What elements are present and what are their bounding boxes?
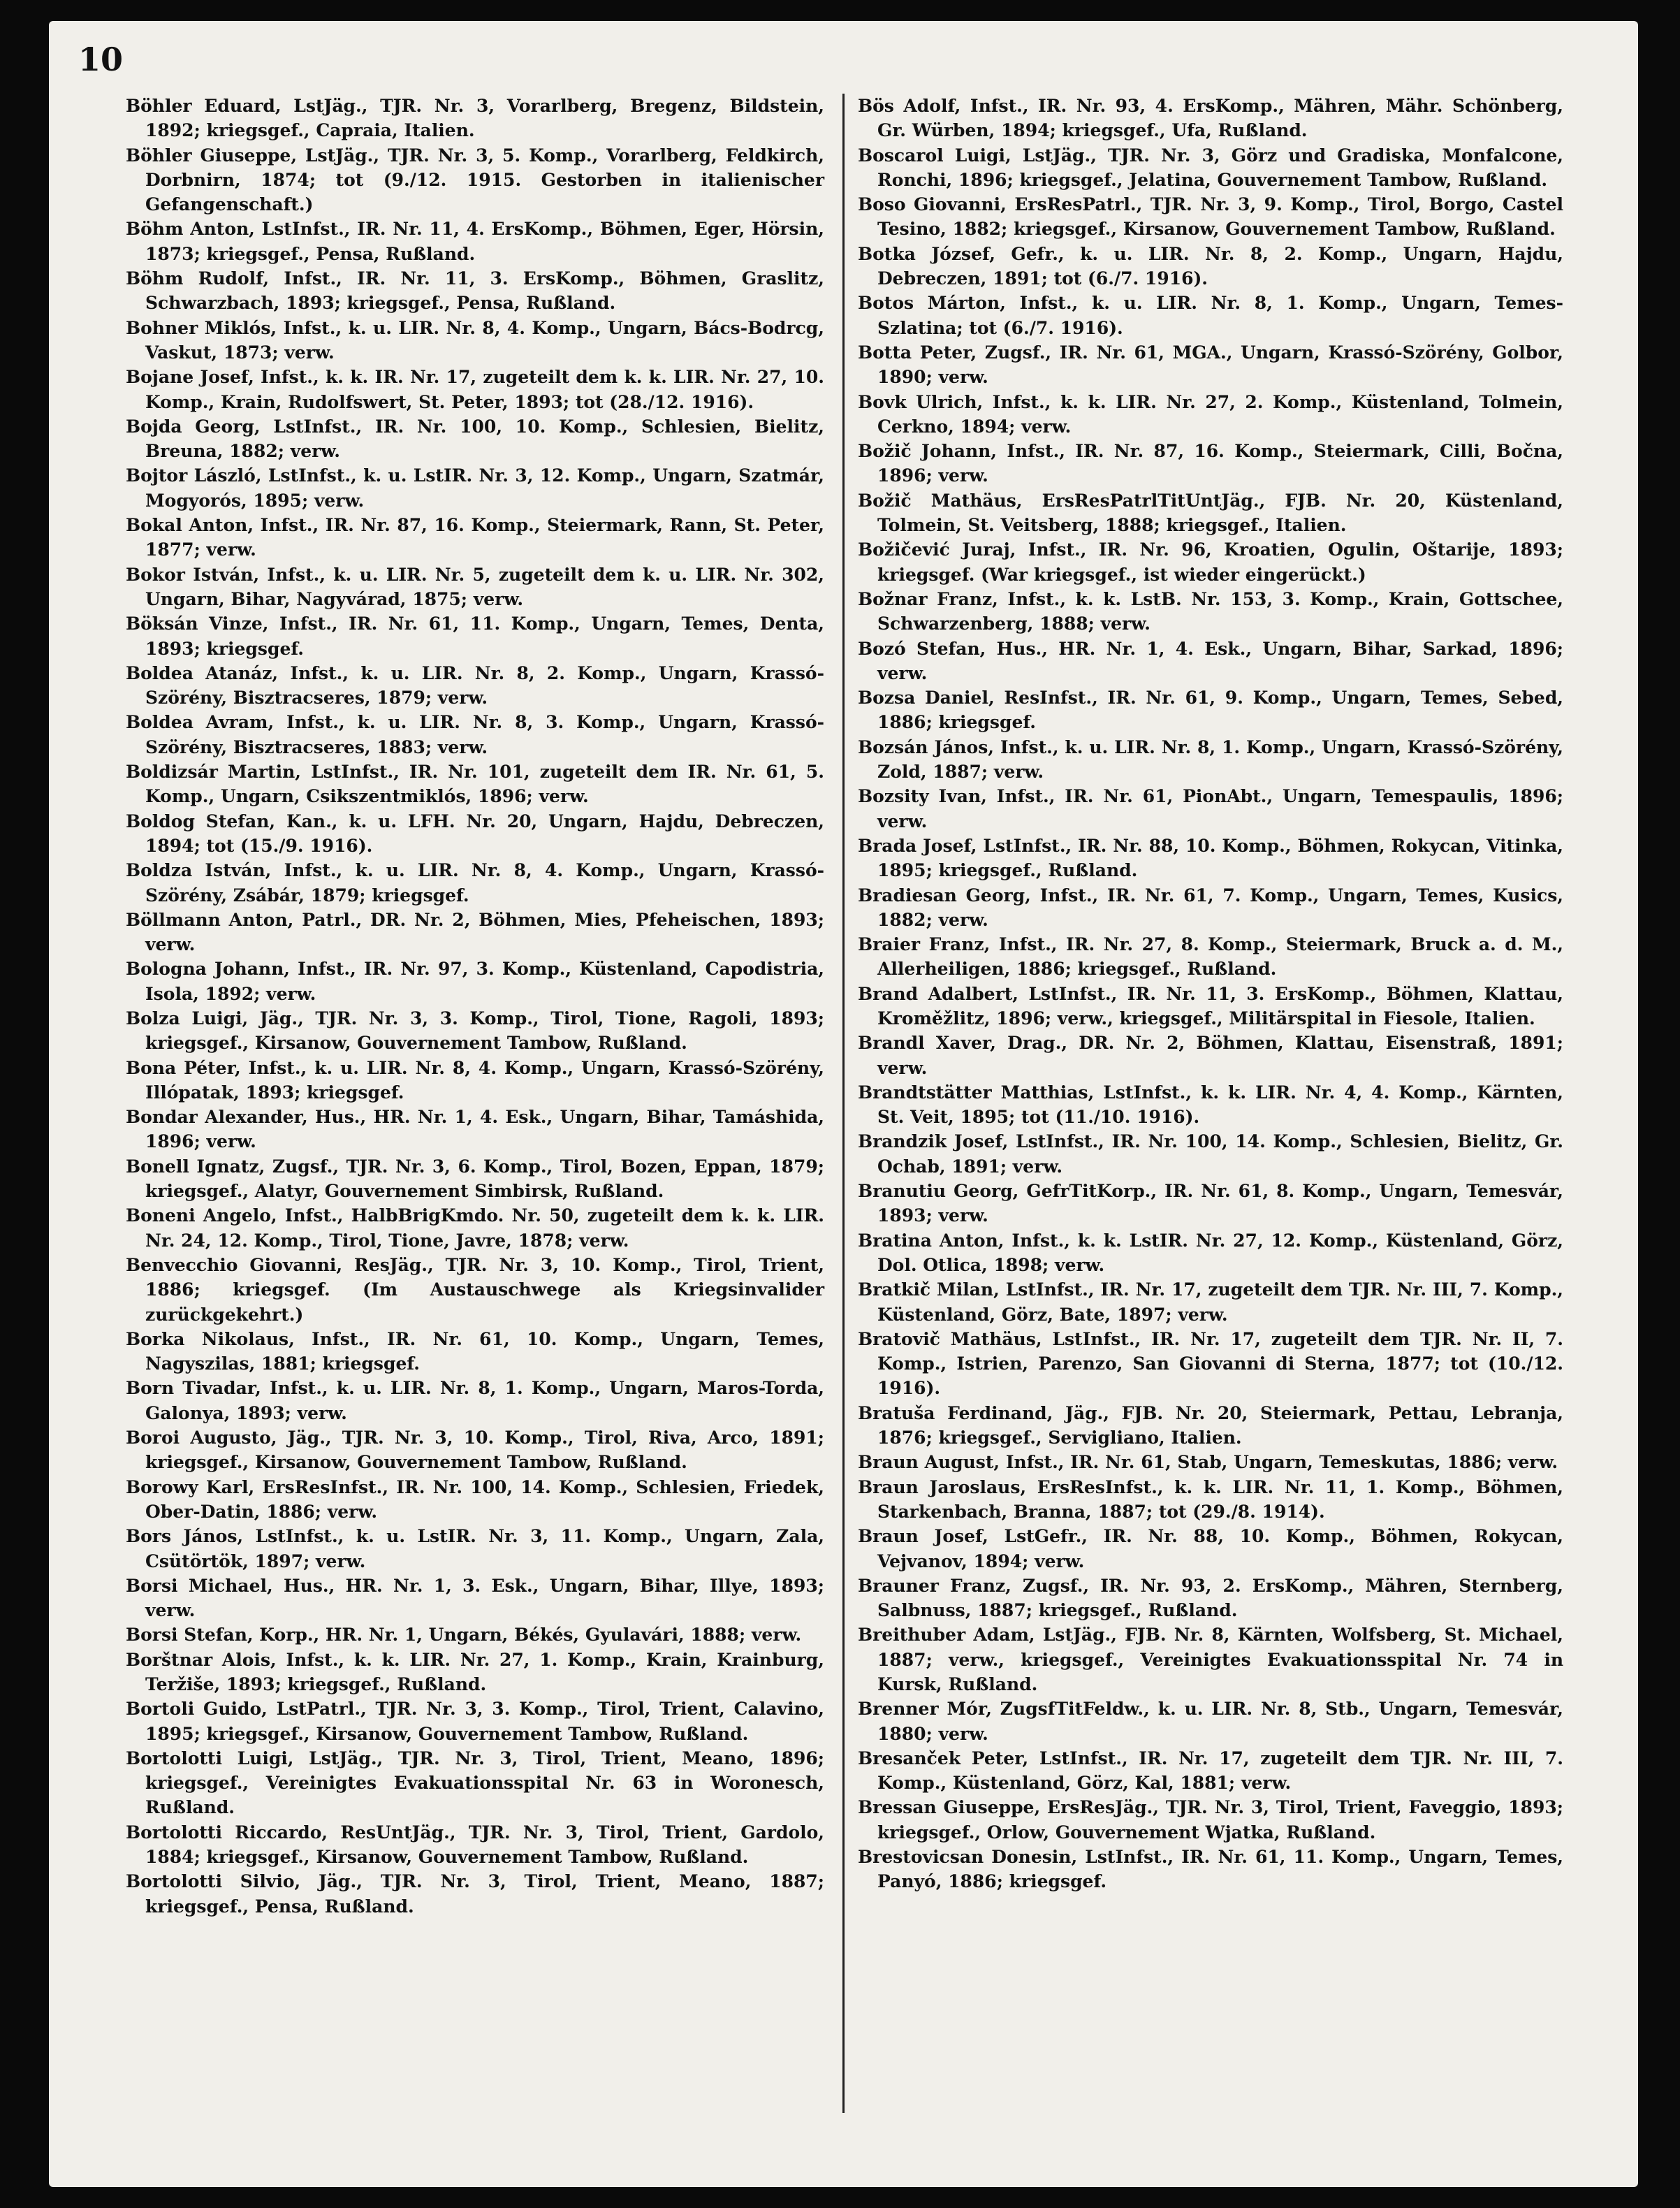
register-entry (126, 1746, 824, 1820)
entry-surname: Bratina (858, 1230, 932, 1251)
register-entry (126, 1648, 824, 1697)
entry-surname: Böhler (126, 96, 192, 116)
entry-surname: Boscarol (858, 145, 944, 166)
entry-surname: Bortolotti (126, 1822, 222, 1843)
entry-surname: Bondar (126, 1107, 198, 1128)
entry-details: Miklós, Infst., k. u. LIR. Nr. 8, 4. Komp., Ungarn, Bács-Bodrcg, Vaskut, 1873; verw. (145, 317, 824, 363)
entry-surname: Böhm (126, 219, 184, 240)
entry-surname: Braier (858, 934, 921, 955)
entry-surname: Böksán (126, 613, 198, 634)
entry-surname: Borowy (126, 1476, 198, 1497)
register-entry (126, 365, 824, 414)
entry-details: Ivan, Infst., IR. Nr. 61, PionAbt., Ungarn, Temespaulis, 1896; verw. (877, 786, 1563, 831)
register-entry (126, 858, 824, 908)
entry-details: Karl, ErsResInfst., IR. Nr. 100, 14. Komp., Schlesien, Friedek, Ober-Datin, 1886; verw. (145, 1476, 824, 1522)
register-entry (126, 94, 824, 143)
register-entry (858, 1795, 1563, 1845)
register-entry (126, 1697, 824, 1746)
entry-details: Franz, Zugsf., IR. Nr. 93, 2. ErsKomp., Mähren, Sternberg, Salbnuss, 1887; kriegsgef., Rußland. (877, 1575, 1563, 1621)
register-entry (858, 143, 1563, 193)
entry-details: Milan, LstInfst., IR. Nr. 17, zugeteilt dem TJR. Nr. III, 7. Komp., Küstenland, Görz, Bate, 1897; verw. (877, 1279, 1563, 1325)
left-column (126, 94, 824, 1919)
register-entry (858, 1031, 1563, 1080)
entry-surname: Bojda (126, 416, 182, 437)
right-column (858, 94, 1563, 1894)
register-entry (126, 1105, 824, 1154)
entry-surname: Böhler (126, 145, 192, 166)
entry-details: Stefan, Hus., HR. Nr. 1, 4. Esk., Ungarn, Bihar, Sarkad, 1896; verw. (877, 638, 1563, 683)
entry-details: Péter, Infst., k. u. LIR. Nr. 8, 4. Komp., Ungarn, Krassó-Szörény, Illópatak, 1893; kriegsgef. (145, 1057, 824, 1103)
entry-details: Giuseppe, ErsResJäg., TJR. Nr. 3, Tirol, Trient, Faveggio, 1893; kriegsgef., Orlow, Gouvernement Wjatka, Rußland. (877, 1797, 1563, 1843)
register-entry (858, 1327, 1563, 1401)
entry-surname: Bortoli (126, 1699, 195, 1720)
register-entry (126, 1154, 824, 1204)
register-entry (126, 809, 824, 859)
entry-details: Riccardo, ResUntJäg., TJR. Nr. 3, Tirol, Trient, Gardolo, 1884; kriegsgef., Kirsanow, Gouvernement Tambow, Rußland. (145, 1822, 824, 1868)
entry-details: Peter, LstInfst., IR. Nr. 17, zugeteilt dem TJR. Nr. III, 7. Komp., Küstenland, Görz, Kal, 1881; verw. (877, 1748, 1563, 1794)
entry-details: Peter, Zugsf., IR. Nr. 61, MGA., Ungarn, Krassó-Szörény, Golbor, 1890; verw. (877, 342, 1563, 388)
register-entry (858, 982, 1563, 1031)
entry-details: Juraj, Infst., IR. Nr. 96, Kroatien, Ogulin, Oštarije, 1893; kriegsgef. (War kriegsgef., ist wieder eingerückt.) (877, 539, 1563, 585)
register-entry (858, 1524, 1563, 1574)
entry-surname: Born (126, 1378, 175, 1399)
register-entry (126, 513, 824, 562)
register-entry (858, 1845, 1563, 1894)
entry-details: Atanáz, Infst., k. u. LIR. Nr. 8, 2. Komp., Ungarn, Krassó-Szörény, Bisztracseres, 1879; verw. (145, 662, 824, 709)
register-entry (858, 1080, 1563, 1130)
register-entry (126, 1524, 824, 1574)
register-entry (858, 537, 1563, 587)
entry-surname: Bortolotti (126, 1871, 222, 1892)
entry-surname: Bolza (126, 1008, 180, 1029)
register-entry (858, 1622, 1563, 1697)
register-entry (858, 1228, 1563, 1278)
entry-surname: Boldizsár (126, 762, 218, 783)
entry-details: August, Infst., IR. Nr. 61, Stab, Ungarn, Temeskutas, 1886; verw. (918, 1452, 1558, 1473)
register-entry (858, 637, 1563, 686)
register-entry (126, 957, 824, 1006)
entry-surname: Braun (858, 1476, 919, 1497)
entry-surname: Bortolotti (126, 1748, 222, 1768)
entry-details: Anton, LstInfst., IR. Nr. 11, 4. ErsKomp., Böhmen, Eger, Hörsin, 1873; kriegsgef., Pensa, Rußland. (145, 219, 824, 264)
register-entry (126, 661, 824, 711)
register-entry (126, 1376, 824, 1425)
entry-surname: Bokal (126, 515, 182, 536)
register-entry (858, 1129, 1563, 1179)
entry-surname: Brestovicsan (858, 1847, 984, 1868)
entry-details: Luigi, Jäg., TJR. Nr. 3, 3. Komp., Tirol, Tione, Ragoli, 1893; kriegsgef., Kirsanow, Gouvernement Tambow, Rußland. (145, 1008, 824, 1054)
register-entry (126, 611, 824, 661)
entry-details: Josef, Infst., k. k. IR. Nr. 17, zugeteilt dem k. k. LIR. Nr. 27, 10. Komp., Krain, Rudolfswert, St. Peter, 1893; tot (28./12. 1916). (145, 367, 824, 412)
entry-surname: Botta (858, 342, 912, 363)
entry-surname: Boso (858, 194, 906, 215)
register-entry (858, 242, 1563, 291)
entry-surname: Bokor (126, 564, 185, 585)
entry-details: Franz, Infst., k. k. LstB. Nr. 153, 3. Komp., Krain, Gottschee, Schwarzenberg, 1888; verw. (877, 588, 1563, 634)
register-entry (858, 1401, 1563, 1451)
register-entry (858, 390, 1563, 440)
register-entry (126, 1425, 824, 1475)
entry-surname: Brada (858, 835, 917, 856)
entry-surname: Bors (126, 1526, 172, 1547)
entry-surname: Božnar (858, 588, 928, 609)
register-entry (126, 316, 824, 365)
register-entry (858, 1746, 1563, 1796)
entry-details: István, Infst., k. u. LIR. Nr. 5, zugeteilt dem k. u. LIR. Nr. 302, Ungarn, Bihar, Nagyvárad, 1875; verw. (145, 564, 824, 609)
entry-surname: Božičević (858, 539, 950, 560)
entry-surname: Borsi (126, 1625, 178, 1646)
entry-surname: Borka (126, 1328, 185, 1349)
entry-surname: Boldea (126, 662, 193, 683)
register-entry (126, 1820, 824, 1870)
entry-surname: Božič (858, 490, 912, 511)
register-entry (858, 439, 1563, 488)
entry-details: Vinze, Infst., IR. Nr. 61, 11. Komp., Ungarn, Temes, Denta, 1893; kriegsgef. (145, 613, 824, 659)
entry-surname: Boldza (126, 860, 193, 881)
entry-details: Franz, Infst., IR. Nr. 27, 8. Komp., Steiermark, Bruck a. d. M., Allerheiligen, 1886; kriegsgef., Rußland. (877, 934, 1563, 980)
entry-details: Tivadar, Infst., k. u. LIR. Nr. 8, 1. Komp., Ungarn, Maros-Torda, Galonya, 1893; verw. (145, 1378, 824, 1423)
entry-surname: Božič (858, 441, 912, 462)
register-entry (858, 94, 1563, 143)
entry-details: Alois, Infst., k. k. LIR. Nr. 27, 1. Komp., Krain, Krainburg, Teržiše, 1893; kriegsgef., Rußland. (145, 1649, 824, 1694)
entry-surname: Bratovič (858, 1328, 940, 1349)
entry-details: Nikolaus, Infst., IR. Nr. 61, 10. Komp., Ungarn, Temes, Nagyszilas, 1881; kriegsgef. (145, 1328, 824, 1374)
register-entry (126, 143, 824, 217)
register-entry (858, 685, 1563, 735)
entry-details: Josef, LstInfst., IR. Nr. 100, 14. Komp., Schlesien, Bielitz, Gr. Ochab, 1891; verw. (877, 1131, 1563, 1177)
entry-surname: Botos (858, 293, 914, 314)
entry-details: Angelo, Infst., HalbBrigKmdo. Nr. 50, zugeteilt dem k. k. LIR. Nr. 24, 12. Komp., Tirol, Tione, Javre, 1878; verw. (145, 1205, 824, 1251)
entry-details: István, Infst., k. u. LIR. Nr. 8, 4. Komp., Ungarn, Krassó-Szörény, Zsábár, 1879; kriegsgef. (145, 860, 824, 906)
entry-details: Georg, GefrTitKorp., IR. Nr. 61, 8. Komp., Ungarn, Temesvár, 1893; verw. (877, 1181, 1563, 1226)
entry-details: Adolf, Infst., IR. Nr. 93, 4. ErsKomp., Mähren, Mähr. Schönberg, Gr. Würben, 1894; kriegsgef., Ufa, Rußland. (877, 96, 1563, 141)
entry-details: Mathäus, ErsResPatrlTitUntJäg., FJB. Nr. 20, Küstenland, Tolmein, St. Veitsberg, 1888; kriegsgef., Italien. (877, 490, 1563, 536)
entry-surname: Brenner (858, 1699, 939, 1720)
entry-surname: Breithuber (858, 1625, 966, 1646)
entry-details: Daniel, ResInfst., IR. Nr. 61, 9. Komp., Ungarn, Temes, Sebed, 1886; kriegsgef. (877, 688, 1563, 733)
entry-surname: Bona (126, 1057, 177, 1078)
entry-surname: Böhm (126, 268, 184, 289)
entry-surname: Bonell (126, 1156, 189, 1177)
register-entry (858, 834, 1563, 883)
entry-surname: Brandl (858, 1033, 925, 1054)
register-entry (126, 760, 824, 809)
entry-details: Georg, Infst., IR. Nr. 61, 7. Komp., Ungarn, Temes, Kusics, 1882; verw. (877, 885, 1563, 930)
entry-surname: Braun (858, 1452, 919, 1473)
entry-details: Avram, Infst., k. u. LIR. Nr. 8, 3. Komp., Ungarn, Krassó-Szörény, Bisztracseres, 1883; verw. (145, 712, 824, 757)
register-entry (858, 735, 1563, 785)
entry-surname: Borštnar (126, 1649, 213, 1670)
entry-details: Luigi, LstJäg., TJR. Nr. 3, Görz und Gradiska, Monfalcone, Ronchi, 1896; kriegsgef., Jelatina, Gouvernement Tambow, Rußland. (877, 145, 1563, 190)
entry-details: Giovanni, ErsResPatrl., TJR. Nr. 3, 9. Komp., Tirol, Borgo, Castel Tesino, 1882; kriegsgef., Kirsanow, Gouvernement Tambow, Rußland. (877, 194, 1563, 240)
entry-surname: Bratuša (858, 1402, 935, 1423)
entry-details: János, Infst., k. u. LIR. Nr. 8, 1. Komp., Ungarn, Krassó-Szörény, Zold, 1887; verw. (877, 736, 1563, 783)
entry-surname: Bojtor (126, 465, 188, 486)
register-entry (126, 217, 824, 266)
page-number: 10 (78, 41, 124, 78)
entry-details: Augusto, Jäg., TJR. Nr. 3, 10. Komp., Tirol, Riva, Arco, 1891; kriegsgef., Kirsanow, Gouvernement Tambow, Rußland. (145, 1428, 824, 1473)
entry-surname: Branutiu (858, 1181, 947, 1202)
entry-surname: Bradiesan (858, 885, 957, 906)
register-entry (126, 266, 824, 316)
entry-details: Guido, LstPatrl., TJR. Nr. 3, 3. Komp., Tirol, Trient, Calavino, 1895; kriegsgef., Kirsanow, Gouvernement Tambow, Rußland. (145, 1699, 824, 1744)
register-entry (126, 908, 824, 957)
entry-surname: Braun (858, 1526, 919, 1547)
entry-surname: Boldog (126, 811, 195, 831)
entry-details: Jaroslaus, ErsResInfst., k. k. LIR. Nr. 11, 1. Komp., Böhmen, Starkenbach, Branna, 1887; tot (29./8. 1914). (877, 1476, 1563, 1522)
entry-surname: Böllmann (126, 909, 221, 930)
entry-details: Stefan, Kan., k. u. LFH. Nr. 20, Ungarn, Hajdu, Debreczen, 1894; tot (15./9. 1916). (145, 811, 824, 856)
entry-details: Anton, Infst., IR. Nr. 87, 16. Komp., Steiermark, Rann, St. Peter, 1877; verw. (145, 515, 824, 560)
entry-details: Silvio, Jäg., TJR. Nr. 3, Tirol, Trient, Meano, 1887; kriegsgef., Pensa, Rußland. (145, 1871, 824, 1917)
entry-details: Josef, LstGefr., IR. Nr. 88, 10. Komp., Böhmen, Rokycan, Vejvanov, 1894; verw. (877, 1526, 1563, 1571)
entry-details: Ulrich, Infst., k. k. LIR. Nr. 27, 2. Komp., Küstenland, Tolmein, Cerkno, 1894; verw. (877, 391, 1563, 437)
entry-details: Matthias, LstInfst., k. k. LIR. Nr. 4, 4. Komp., Kärnten, St. Veit, 1895; tot (11./10. 1916). (877, 1082, 1563, 1128)
entry-details: Johann, Infst., IR. Nr. 87, 16. Komp., Steiermark, Cilli, Bočna, 1896; verw. (877, 441, 1563, 486)
entry-surname: Botka (858, 243, 916, 264)
register-entry (126, 1253, 824, 1327)
entry-surname: Bratkič (858, 1279, 931, 1300)
register-entry (858, 1697, 1563, 1746)
register-entry (126, 562, 824, 612)
entry-surname: Boneni (126, 1205, 196, 1226)
entry-details: Mathäus, LstInfst., IR. Nr. 17, zugeteilt dem TJR. Nr. II, 7. Komp., Istrien, Parenzo, San Giovanni di Sterna, 1877; tot (10./12. 1916). (877, 1328, 1563, 1399)
entry-surname: Bojane (126, 367, 194, 388)
entry-details: Xaver, Drag., DR. Nr. 2, Böhmen, Klattau, Eisenstraß, 1891; verw. (877, 1033, 1563, 1078)
entry-details: Donesin, LstInfst., IR. Nr. 61, 11. Komp., Ungarn, Temes, Panyó, 1886; kriegsgef. (877, 1847, 1563, 1892)
register-entry (858, 488, 1563, 538)
entry-details: Anton, Patrl., DR. Nr. 2, Böhmen, Mies, Pfeheischen, 1893; verw. (145, 909, 824, 955)
entry-surname: Bozsa (858, 688, 916, 709)
entry-surname: Bös (858, 96, 894, 116)
column-divider (842, 94, 845, 2113)
entry-details: Adam, LstJäg., FJB. Nr. 8, Kärnten, Wolfsberg, St. Michael, 1887; verw., kriegsgef., Vereinigtes Evakuationsspital Nr. 74 in Kursk, Rußland. (877, 1625, 1563, 1694)
entry-surname: Bologna (126, 959, 207, 980)
entry-details: Martin, LstInfst., IR. Nr. 101, zugeteilt dem IR. Nr. 61, 5. Komp., Ungarn, Csikszentmiklós, 1896; verw. (145, 762, 824, 807)
register-entry (126, 1869, 824, 1919)
entry-surname: Brandzik (858, 1131, 947, 1152)
register-entry (126, 414, 824, 464)
entry-surname: Bozsity (858, 786, 929, 807)
register-entry (126, 1056, 824, 1105)
register-entry (126, 1327, 824, 1377)
entry-details: Josef, LstInfst., IR. Nr. 88, 10. Komp., Böhmen, Rokycan, Vitinka, 1895; kriegsgef., Rußland. (877, 835, 1563, 881)
entry-surname: Bozsán (858, 736, 928, 757)
entry-details: Ferdinand, Jäg., FJB. Nr. 20, Steiermark, Pettau, Lebranja, 1876; kriegsgef., Servigliano, Italien. (877, 1402, 1563, 1448)
entry-surname: Brandtstätter (858, 1082, 992, 1103)
register-entry (126, 1475, 824, 1525)
register-entry (858, 1277, 1563, 1327)
register-entry (126, 1574, 824, 1623)
register-entry (858, 1475, 1563, 1525)
entry-surname: Brauner (858, 1575, 939, 1596)
register-entry (126, 710, 824, 760)
entry-surname: Boldea (126, 712, 193, 733)
entry-details: József, Gefr., k. u. LIR. Nr. 8, 2. Komp., Ungarn, Hajdu, Debreczen, 1891; tot (6./7. 1916). (877, 243, 1563, 289)
entry-details: Rudolf, Infst., IR. Nr. 11, 3. ErsKomp., Böhmen, Graslitz, Schwarzbach, 1893; kriegsgef., Pensa, Rußland. (145, 268, 824, 314)
register-entry (858, 340, 1563, 390)
entry-details: László, LstInfst., k. u. LstIR. Nr. 3, 12. Komp., Ungarn, Szatmár, Mogyorós, 1895; verw. (145, 465, 824, 511)
entry-details: Mór, ZugsfTitFeldw., k. u. LIR. Nr. 8, Stb., Ungarn, Temesvár, 1880; verw. (877, 1699, 1563, 1744)
entry-surname: Boroi (126, 1428, 180, 1448)
register-entry (858, 291, 1563, 340)
entry-details: Luigi, LstJäg., TJR. Nr. 3, Tirol, Trient, Meano, 1896; kriegsgef., Vereinigtes Evakuationsspital Nr. 63 in Woronesch, Rußland. (145, 1748, 824, 1818)
entry-details: Alexander, Hus., HR. Nr. 1, 4. Esk., Ungarn, Bihar, Tamáshida, 1896; verw. (145, 1107, 824, 1152)
entry-surname: Bohner (126, 317, 198, 338)
register-entry (126, 1006, 824, 1056)
register-entry (858, 1450, 1563, 1474)
entry-details: Eduard, LstJäg., TJR. Nr. 3, Vorarlberg, Bregenz, Bildstein, 1892; kriegsgef., Capraia, Italien. (145, 96, 824, 141)
register-entry (858, 1574, 1563, 1623)
register-entry (858, 192, 1563, 242)
entry-details: Michael, Hus., HR. Nr. 1, 3. Esk., Ungarn, Bihar, Illye, 1893; verw. (145, 1575, 824, 1621)
entry-surname: Borsi (126, 1575, 178, 1596)
entry-details: Georg, LstInfst., IR. Nr. 100, 10. Komp., Schlesien, Bielitz, Breuna, 1882; verw. (145, 416, 824, 462)
entry-details: Anton, Infst., k. k. LstIR. Nr. 27, 12. Komp., Küstenland, Görz, Dol. Otlica, 1898; verw. (877, 1230, 1563, 1275)
entry-surname: Brand (858, 983, 919, 1004)
register-entry (126, 463, 824, 513)
register-entry (858, 932, 1563, 982)
entry-details: Stefan, Korp., HR. Nr. 1, Ungarn, Békés, Gyulavári, 1888; verw. (177, 1625, 802, 1646)
entry-surname: Bovk (858, 391, 907, 412)
entry-details: Johann, Infst., IR. Nr. 97, 3. Komp., Küstenland, Capodistria, Isola, 1892; verw. (145, 959, 824, 1004)
entry-details: Márton, Infst., k. u. LIR. Nr. 8, 1. Komp., Ungarn, Temes-Szlatina; tot (6./7. 1916). (877, 293, 1563, 338)
entry-surname: Benvecchio (126, 1254, 238, 1275)
register-entry (126, 1622, 824, 1647)
entry-surname: Bressan (858, 1797, 937, 1818)
entry-details: Giovanni, ResJäg., TJR. Nr. 3, 10. Komp., Tirol, Trient, 1886; kriegsgef. (Im Austauschwege als Kriegsinvalider zurückgekehrt.) (145, 1254, 824, 1325)
entry-details: Adalbert, LstInfst., IR. Nr. 11, 3. ErsKomp., Böhmen, Klattau, Kroměžlitz, 1896; verw., kriegsgef., Militärspital in Fiesole, Italien. (877, 983, 1563, 1029)
register-entry (858, 784, 1563, 834)
entry-surname: Bozó (858, 638, 906, 659)
register-entry (858, 1179, 1563, 1228)
register-entry (858, 883, 1563, 933)
entry-details: Giuseppe, LstJäg., TJR. Nr. 3, 5. Komp., Vorarlberg, Feldkirch, Dorbnirn, 1874; tot (9./12. 1915. Gestorben in italienischer Gefangenschaft.) (145, 145, 824, 215)
entry-details: Ignatz, Zugsf., TJR. Nr. 3, 6. Komp., Tirol, Bozen, Eppan, 1879; kriegsgef., Alatyr, Gouvernement Simbirsk, Rußland. (145, 1156, 824, 1202)
register-entry (126, 1203, 824, 1253)
entry-details: János, LstInfst., k. u. LstIR. Nr. 3, 11. Komp., Ungarn, Zala, Csütörtök, 1897; verw. (145, 1526, 824, 1571)
register-entry (858, 587, 1563, 637)
entry-surname: Bresanček (858, 1748, 961, 1768)
